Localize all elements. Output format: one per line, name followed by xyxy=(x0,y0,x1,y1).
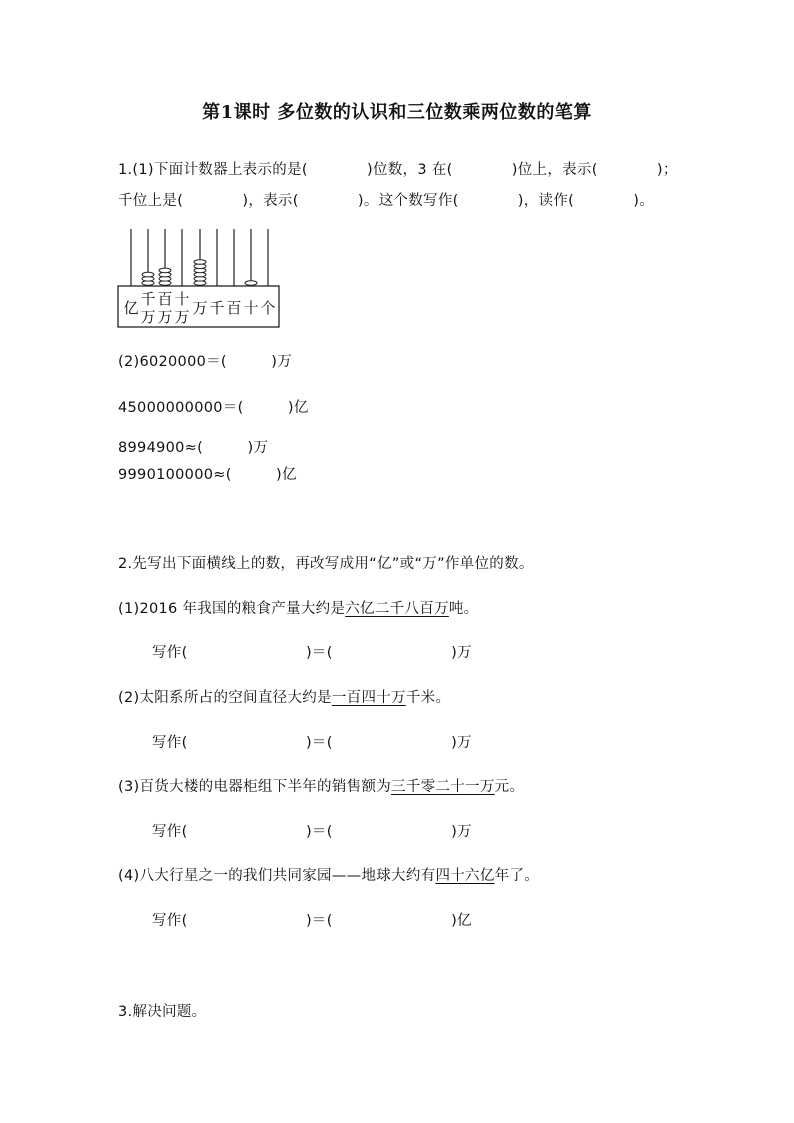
q2-part-4-answer: 写作( )＝( )亿 xyxy=(152,913,472,929)
page-title: 第1课时 多位数的认识和三位数乘两位数的笔算 xyxy=(202,102,592,123)
q2-part-4-tail: 年了。 xyxy=(494,868,540,884)
q2-part-2 xyxy=(118,686,450,707)
q1-item-2: (2)6020000＝( )万 xyxy=(118,354,293,370)
q2-part-3-answer: 写作( )＝( )万 xyxy=(152,824,472,840)
q2-part-3-tail: 元。 xyxy=(494,779,525,795)
abacus-label: 百 xyxy=(157,290,173,308)
abacus-bead xyxy=(245,281,257,286)
q2-part-1 xyxy=(118,597,478,618)
q2-part-2-answer: 写作( )＝( )万 xyxy=(152,735,472,751)
q2-part-1-tail: 吨。 xyxy=(448,601,479,617)
abacus-label: 亿 xyxy=(123,299,139,317)
abacus-label: 十 xyxy=(174,290,190,308)
abacus-label: 万 xyxy=(157,308,173,326)
abacus-beads xyxy=(142,260,257,286)
q1-line-1: 1.(1)下面计数器上表示的是( )位数，3 在( )位上，表示( )； xyxy=(118,162,678,178)
q2-heading: 2.先写出下面横线上的数，再改写成用“亿”或“万”作单位的数。 xyxy=(118,556,534,572)
q1-line-2: 千位上是( )，表示( )。这个数写作( )，读作( )。 xyxy=(118,193,655,209)
abacus-label: 个 xyxy=(260,299,276,317)
q2-part-4-text: (4)八大行星之一的我们共同家园——地球大约有 xyxy=(118,868,436,884)
q2-part-2-text: (2)太阳系所占的空间直径大约是 xyxy=(118,690,332,706)
q1-item-4: 8994900≈( )万 xyxy=(118,440,269,456)
q3-heading: 3.解决问题。 xyxy=(118,1004,207,1020)
abacus-bead xyxy=(194,260,206,265)
q2-part-3-underlined: 三千零二十一万 xyxy=(391,779,495,795)
q2-part-2-tail: 千米。 xyxy=(405,690,451,706)
q2-part-1-underlined: 六亿二千八百万 xyxy=(345,601,449,617)
abacus-label: 万 xyxy=(192,299,208,317)
abacus-label: 百 xyxy=(226,299,242,317)
abacus-label: 万 xyxy=(174,308,190,326)
abacus-diagram xyxy=(115,226,285,330)
q2-part-2-underlined: 一百四十万 xyxy=(331,690,406,706)
q2-part-1-answer: 写作( )＝( )万 xyxy=(152,645,472,661)
q1-item-3: 45000000000＝( )亿 xyxy=(118,400,309,416)
abacus-bead xyxy=(142,272,154,277)
abacus-label: 十 xyxy=(243,299,259,317)
abacus-label: 千 xyxy=(209,299,225,317)
q2-part-4 xyxy=(118,864,539,885)
q2-part-4-underlined: 四十六亿 xyxy=(435,868,495,884)
abacus-label: 千 xyxy=(140,290,156,308)
q2-part-3 xyxy=(118,775,524,796)
abacus-label: 万 xyxy=(140,308,156,326)
q2-part-1-text: (1)2016 年我国的粮食产量大约是 xyxy=(118,601,346,617)
q2-part-3-text: (3)百货大楼的电器柜组下半年的销售额为 xyxy=(118,779,392,795)
abacus-bead xyxy=(159,268,171,273)
q1-item-5: 9990100000≈( )亿 xyxy=(118,467,297,483)
